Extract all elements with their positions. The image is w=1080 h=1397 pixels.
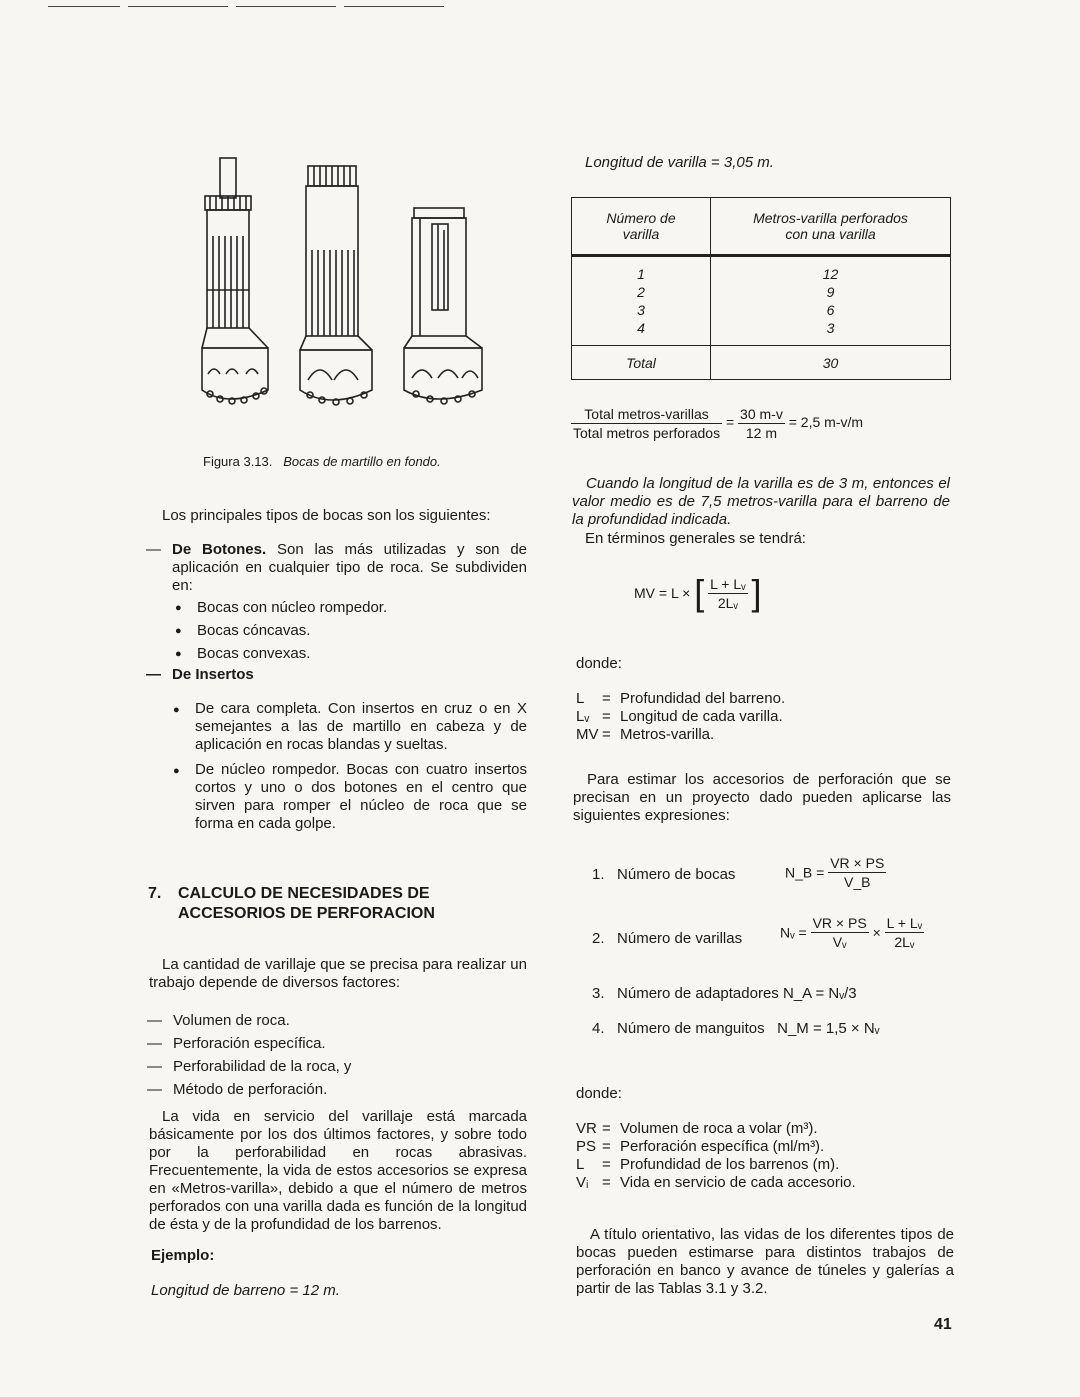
figure-caption-number: Figura 3.13. <box>203 454 273 469</box>
figure-caption-text: Bocas de martillo en fondo. <box>283 454 441 469</box>
insertos-title: — De Insertos <box>172 666 254 684</box>
def-symbol: VR <box>576 1120 597 1137</box>
donde-label-2: donde: <box>576 1085 622 1102</box>
insertos-item-1: ● De cara completa. Con insertos en cruz o en X semejantes a las de martillo en cabeza y de aplicación en rocas blandas y sueltas. <box>195 700 527 754</box>
drill-bit-1 <box>202 158 268 404</box>
page-number: 41 <box>934 1316 952 1333</box>
definition-row <box>576 690 785 708</box>
def-symbol: Vᵢ <box>576 1174 589 1191</box>
expr-number: 2. <box>592 930 605 947</box>
botones-text: Son las más utilizadas y son de aplicación en cualquier tipo de roca. Se subdividen en: <box>172 541 528 594</box>
definitions-1 <box>576 690 785 744</box>
insertos-item-2: ● De núcleo rompedor. Bocas con cuatro insertos cortos y uno o dos botones en el centro que sirven para romper el núcleo de roca que se forma en cada golpe. <box>195 761 527 833</box>
def-symbol: Lᵥ <box>576 708 590 725</box>
expr-number: 1. <box>592 866 605 883</box>
fraction <box>571 406 722 441</box>
times-sign: × <box>872 924 881 941</box>
types-intro: Los principales tipos de bocas son los siguientes: <box>162 507 491 524</box>
def-eq: = <box>602 1120 611 1137</box>
expr-number: 3. <box>592 985 605 1002</box>
ratio-equation <box>571 406 863 441</box>
expr-3 <box>592 985 857 1003</box>
section-title-line2: ACCESORIOS DE PERFORACION <box>178 905 435 922</box>
list-item: — Método de perforación. <box>173 1078 351 1101</box>
def-eq: = <box>602 1138 611 1155</box>
top-rule <box>128 6 228 7</box>
cell-value: 3 <box>637 302 645 318</box>
cell-value: 3 <box>826 320 835 336</box>
denominator: V_B <box>844 874 871 890</box>
expr-formula: N_A = Nᵥ/3 <box>782 985 857 1002</box>
expr-label: Número de varillas <box>617 930 743 947</box>
def-eq: = <box>602 708 611 725</box>
figure-drill-bits <box>180 150 500 420</box>
cell-value: 4 <box>637 320 645 336</box>
list-item: — Perforación específica. <box>173 1032 351 1055</box>
fraction <box>885 915 925 950</box>
expr-4 <box>592 1020 880 1038</box>
table-header-row <box>572 198 951 256</box>
botones-paragraph <box>172 541 527 595</box>
def-text: Profundidad del barreno. <box>620 690 786 707</box>
equals-sign: = <box>725 414 735 431</box>
table-cell <box>572 256 711 346</box>
numerator: L + Lᵥ <box>886 915 923 931</box>
expr-label: Número de manguitos <box>617 1020 765 1037</box>
def-text: Profundidad de los barrenos (m). <box>620 1156 840 1173</box>
donde-label-1: donde: <box>576 655 622 672</box>
formula-lhs: Nᵥ = <box>780 924 807 941</box>
longitud-varilla: Longitud de varilla = 3,05 m. <box>585 154 774 171</box>
para-cuando: Cuando la longitud de la varilla es de 3 m, entonces el valor medio es de 7,5 metros-varilla para el barreno de la profundidad indicada. <box>572 475 950 528</box>
para-vida-servicio: La vida en servicio del varillaje está marcada básicamente por los dos últimos factores, y sobre todo por la perforabilidad en rocas abrasivas. Frecuentemente, la vida de estos accesorios se expresa en «Metros-varilla», debido a que el número de metros perforados con una varilla dada es función de la longitud de ésta y de la profundidad de los barrenos. <box>149 1108 527 1233</box>
header-line: con una varilla <box>785 226 876 242</box>
denominator: Total metros perforados <box>573 425 721 441</box>
denominator: Vᵥ <box>832 934 847 950</box>
expr-number: 4. <box>592 1020 605 1037</box>
cell-value: 2 <box>637 284 645 300</box>
definitions-2 <box>576 1120 856 1192</box>
table-cell <box>711 256 951 346</box>
table-row <box>572 256 951 346</box>
expr-formula: N_M = 1,5 × Nᵥ <box>777 1020 880 1037</box>
botones-title: De Botones. <box>172 541 267 558</box>
ejemplo-label: Ejemplo: <box>151 1247 215 1264</box>
def-text: Longitud de cada varilla. <box>620 708 783 725</box>
definition-row <box>576 1120 856 1138</box>
def-text: Volumen de roca a volar (m³). <box>620 1120 818 1137</box>
def-text: Vida en servicio de cada accesorio. <box>620 1174 856 1191</box>
def-symbol: PS <box>576 1138 597 1155</box>
numerator: VR × PS <box>830 855 885 871</box>
header-line: varilla <box>622 226 660 242</box>
para-estimar: Para estimar los accesorios de perforación que se precisan en un proyecto dado pueden aplicarse las siguientes expresiones: <box>573 771 951 824</box>
fraction <box>811 915 869 950</box>
metros-varilla-table <box>571 197 951 380</box>
section-heading <box>148 884 435 922</box>
list-item: — Perforabilidad de la roca, y <box>173 1055 351 1078</box>
def-symbol: L <box>576 1156 585 1173</box>
numerator: L + Lᵥ <box>710 575 746 592</box>
drill-bit-3 <box>404 208 482 404</box>
table-total-row <box>572 346 951 380</box>
botones-list <box>197 596 387 665</box>
cell-value: 6 <box>826 302 835 318</box>
def-symbol: L <box>576 690 585 707</box>
formula-lhs: N_B = <box>785 864 825 881</box>
table-cell: 30 <box>711 346 951 380</box>
definition-row <box>576 1174 856 1192</box>
top-rule <box>344 6 444 7</box>
cell-value: 12 <box>822 266 839 282</box>
ratio-result: = 2,5 m-v/m <box>788 414 864 431</box>
def-eq: = <box>602 690 611 707</box>
fraction <box>828 855 886 890</box>
header-line: Número de <box>606 210 676 226</box>
expr-1-formula <box>785 855 886 890</box>
definition-row <box>576 1138 856 1156</box>
generales-text: En términos generales se tendrá: <box>585 530 806 547</box>
formula-mv <box>634 572 762 614</box>
definition-row <box>576 726 785 744</box>
drill-bit-2 <box>300 166 372 405</box>
expr-label: Número de bocas <box>617 866 736 883</box>
top-rule <box>48 6 120 7</box>
numerator: Total metros-varillas <box>571 406 722 424</box>
def-text: Perforación específica (ml/m³). <box>620 1138 825 1155</box>
figure-caption <box>203 454 441 469</box>
expr-2-label <box>592 930 742 948</box>
list-item: ● Bocas convexas. <box>197 642 387 665</box>
expr-1-label <box>592 866 735 884</box>
table-header-cell <box>572 198 711 256</box>
list-item: ● Bocas cóncavas. <box>197 619 387 642</box>
numerator: 30 m-v <box>740 406 783 422</box>
factors-list <box>173 1009 351 1101</box>
def-eq: = <box>602 1156 611 1173</box>
cell-value: 1 <box>637 266 645 282</box>
list-item: — Volumen de roca. <box>173 1009 351 1032</box>
definition-row <box>576 708 785 726</box>
fraction <box>738 406 785 441</box>
section-number: 7. <box>148 885 162 902</box>
para-final: A título orientativo, las vidas de los diferentes tipos de bocas pueden estimarse para distintos trabajos de perforación en banco y avance de túneles y galerías a partir de las Tablas 3.1 y 3.2. <box>576 1226 954 1297</box>
def-eq: = <box>602 1174 611 1191</box>
fraction <box>708 576 748 611</box>
header-line: Metros-varilla perforados <box>753 210 908 226</box>
expr-label: Número de adaptadores <box>617 985 779 1002</box>
bracket-open: [ <box>694 572 705 613</box>
def-text: Metros-varilla. <box>620 726 715 743</box>
table-header-cell <box>711 198 951 256</box>
denominator: 12 m <box>745 425 777 441</box>
cell-value: 9 <box>826 284 835 300</box>
denominator: 2Lᵥ <box>717 594 738 611</box>
def-eq: = <box>602 726 611 743</box>
table-cell: Total <box>572 346 711 380</box>
denominator: 2Lᵥ <box>894 934 915 950</box>
longitud-barreno: Longitud de barreno = 12 m. <box>151 1282 340 1299</box>
bracket-close: ] <box>751 572 762 613</box>
list-item: ● Bocas con núcleo rompedor. <box>197 596 387 619</box>
expr-2-formula <box>780 915 924 950</box>
top-rule <box>236 6 336 7</box>
numerator: VR × PS <box>812 915 867 931</box>
formula-lhs: MV = L × <box>634 585 691 601</box>
definition-row <box>576 1156 856 1174</box>
def-symbol: MV <box>576 726 599 743</box>
section-title-line1: CALCULO DE NECESIDADES DE <box>178 885 430 902</box>
para-factors-intro: La cantidad de varillaje que se precisa para realizar un trabajo depende de diversos factores: <box>149 956 527 991</box>
